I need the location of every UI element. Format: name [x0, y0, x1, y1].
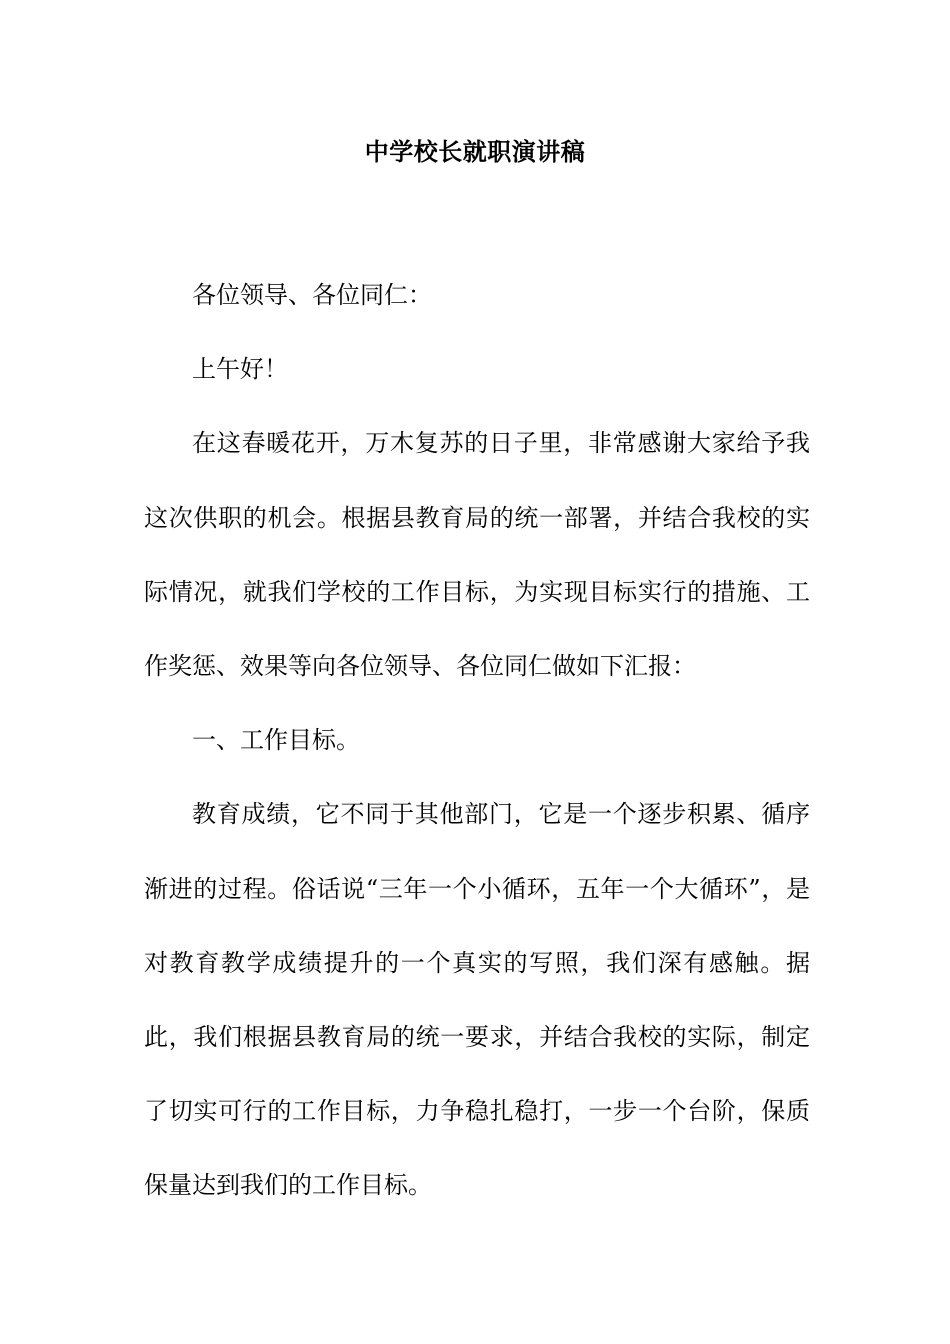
paragraph-greeting: 上午好！ — [192, 355, 288, 384]
paragraph-intro: 在这春暖花开，万木复苏的日子里，非常感谢大家给予我这次供职的机会。根据县教育局的统一部署，并结合我校的实际情况，就我们学校的工作目标，为实现目标实行的措施、工作奖惩、效果等向各位领导、各位同仁做如下汇报： — [144, 429, 810, 681]
paragraph-education-results: 教育成绩，它不同于其他部门，它是一个逐步积累、循序渐进的过程。俗话说“三年一个小循环，五年一个大循环”，是对教育教学成绩提升的一个真实的写照，我们深有感触。据此，我们根据县教育局的统一要求，并结合我校的实际，制定了切实可行的工作目标，力争稳扎稳打，一步一个台阶，保质保量达到我们的工作目标。 — [144, 800, 810, 1200]
document-body — [144, 258, 810, 1223]
document-title: 中学校长就职演讲稿 — [364, 137, 586, 166]
paragraph-salutation: 各位领导、各位同仁： — [192, 281, 432, 309]
section-heading-work-goals: 一、工作目标。 — [192, 726, 360, 755]
